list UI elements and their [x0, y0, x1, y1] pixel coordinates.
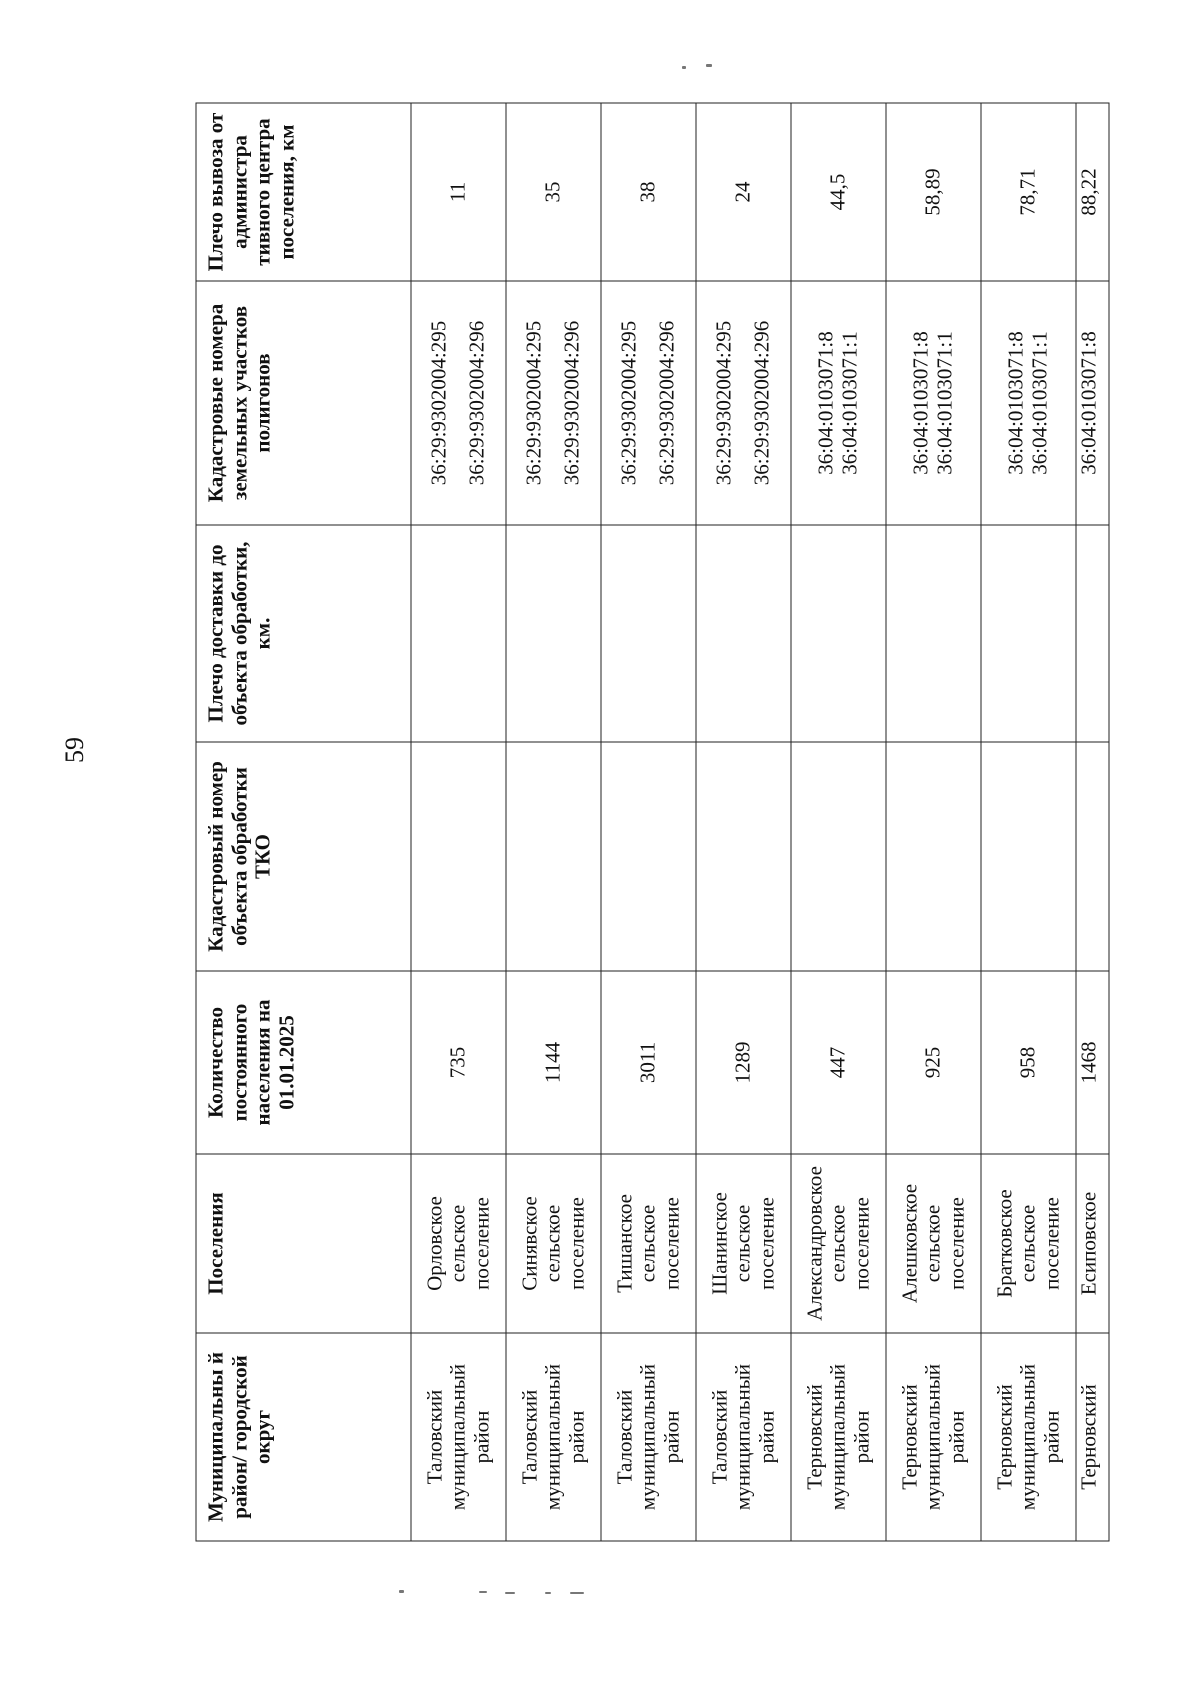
plot-cadastral-number: 36:04:0103071:1 [837, 330, 861, 475]
scan-speck [545, 1592, 551, 1594]
cell-facility-cadastral [981, 742, 1076, 971]
cell-facility-cadastral [1076, 742, 1109, 971]
cell-population: 1289 [696, 971, 791, 1154]
cell-municipality: Таловский муниципальный район [601, 1333, 696, 1541]
table-row [1076, 103, 1109, 1541]
plot-cadastral-number: 36:04:0103071:8 [813, 330, 838, 475]
plot-cadastral-number: 36:29:9302004:296 [654, 320, 678, 485]
cell-population: 3011 [601, 971, 696, 1154]
cell-municipality: Таловский муниципальный район [696, 1333, 791, 1541]
cell-population: 958 [981, 971, 1076, 1154]
cell-export-distance: 35 [506, 103, 601, 281]
cell-population: 735 [411, 971, 506, 1154]
header-facility-cadastral: Кадастровый номер объекта обработки ТКО [196, 742, 411, 971]
plot-cadastral-number: 36:29:9302004:295 [616, 320, 641, 485]
table-row [791, 103, 886, 1541]
scan-speck [706, 64, 712, 67]
header-delivery-distance: Плечо доставки до объекта обработки, км. [196, 525, 411, 742]
table-row [601, 103, 696, 1541]
cell-municipality: Терновский муниципальный район [981, 1333, 1076, 1541]
cell-export-distance: 24 [696, 103, 791, 281]
page-number: 59 [60, 737, 89, 763]
cell-export-distance: 11 [411, 103, 506, 281]
cell-delivery-distance [506, 525, 601, 742]
plot-cadastral-number: 36:04:0103071:8 [1003, 330, 1028, 475]
scan-speck [479, 1591, 487, 1593]
plot-cadastral-number: 36:29:9302004:295 [426, 320, 451, 485]
cell-delivery-distance [411, 525, 506, 742]
cell-plot-cadastral [886, 281, 981, 525]
table-row [886, 103, 981, 1541]
header-plot-cadastral: Кадастровые номера земельных участков полигонов [196, 281, 411, 525]
header-municipality: Муниципальны й район/ городской округ [196, 1333, 411, 1541]
cell-delivery-distance [886, 525, 981, 742]
table-row [981, 103, 1076, 1541]
cell-plot-cadastral [601, 281, 696, 525]
cell-delivery-distance [791, 525, 886, 742]
cell-delivery-distance [1076, 525, 1109, 742]
cell-export-distance: 88,22 [1076, 103, 1109, 281]
table-header-row [196, 103, 411, 1541]
header-export-distance: Плечо вывоза от администра тивного центра поселения, км [196, 103, 411, 281]
cell-plot-cadastral [1076, 281, 1109, 525]
scan-speck [505, 1592, 515, 1594]
cell-municipality: Таловский муниципальный район [411, 1333, 506, 1541]
settlements-table [195, 102, 1109, 1541]
cell-facility-cadastral [696, 742, 791, 971]
cell-facility-cadastral [411, 742, 506, 971]
plot-cadastral-number: 36:04:0103071:8 [908, 330, 933, 475]
cell-export-distance: 78,71 [981, 103, 1076, 281]
cell-export-distance: 38 [601, 103, 696, 281]
plot-cadastral-number: 36:04:0103071:1 [932, 330, 956, 475]
cell-facility-cadastral [506, 742, 601, 971]
scan-speck [399, 1590, 404, 1593]
cell-population: 925 [886, 971, 981, 1154]
cell-settlement: Орловское сельское поселение [411, 1154, 506, 1333]
cell-settlement: Есиповское [1076, 1154, 1109, 1333]
cell-settlement: Тишанское сельское поселение [601, 1154, 696, 1333]
table-row [411, 103, 506, 1541]
header-settlement: Поселения [196, 1154, 411, 1333]
cell-municipality: Таловский муниципальный район [506, 1333, 601, 1541]
cell-plot-cadastral [696, 281, 791, 525]
table-row [696, 103, 791, 1541]
scan-speck [682, 66, 686, 69]
cell-municipality: Терновский [1076, 1333, 1109, 1541]
plot-cadastral-number: 36:04:0103071:8 [1076, 330, 1100, 475]
cell-plot-cadastral [506, 281, 601, 525]
cell-delivery-distance [696, 525, 791, 742]
plot-cadastral-number: 36:29:9302004:296 [749, 320, 773, 485]
plot-cadastral-number: 36:29:9302004:296 [559, 320, 583, 485]
scan-speck [570, 1592, 584, 1594]
cell-facility-cadastral [886, 742, 981, 971]
cell-delivery-distance [981, 525, 1076, 742]
cell-export-distance: 58,89 [886, 103, 981, 281]
cell-settlement: Александровское сельское поселение [791, 1154, 886, 1333]
plot-cadastral-number: 36:29:9302004:295 [521, 320, 546, 485]
cell-export-distance: 44,5 [791, 103, 886, 281]
cell-delivery-distance [601, 525, 696, 742]
cell-municipality: Терновский муниципальный район [886, 1333, 981, 1541]
cell-plot-cadastral [411, 281, 506, 525]
cell-facility-cadastral [791, 742, 886, 971]
table-row [506, 103, 601, 1541]
cell-settlement: Алешковское сельское поселение [886, 1154, 981, 1333]
cell-population: 1144 [506, 971, 601, 1154]
cell-facility-cadastral [601, 742, 696, 971]
plot-cadastral-number: 36:29:9302004:295 [711, 320, 736, 485]
cell-population: 447 [791, 971, 886, 1154]
cell-settlement: Шанинское сельское поселение [696, 1154, 791, 1333]
cell-plot-cadastral [791, 281, 886, 525]
header-population: Количество постоянного населения на 01.01.2025 [196, 971, 411, 1154]
plot-cadastral-number: 36:04:0103071:1 [1027, 330, 1051, 475]
cell-municipality: Терновский муниципальный район [791, 1333, 886, 1541]
cell-settlement: Синявское сельское поселение [506, 1154, 601, 1333]
cell-plot-cadastral [981, 281, 1076, 525]
table-container [195, 103, 1100, 1541]
cell-settlement: Братковское сельское поселение [981, 1154, 1076, 1333]
cell-population: 1468 [1076, 971, 1109, 1154]
plot-cadastral-number: 36:29:9302004:296 [464, 320, 488, 485]
